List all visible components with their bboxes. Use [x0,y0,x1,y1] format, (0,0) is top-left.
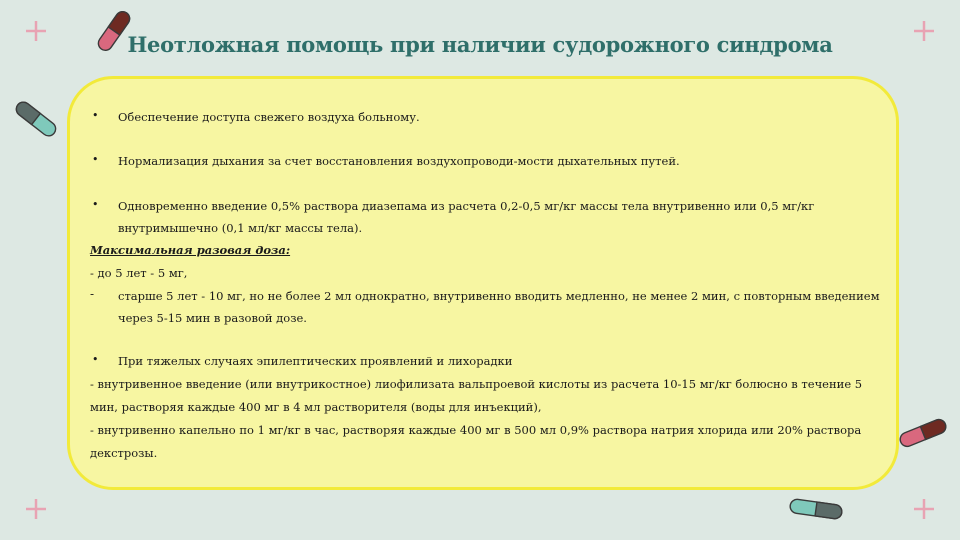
pill-icon [12,98,60,140]
valproate-line2: мин, растворяя каждые 400 мг в 4 мл растворителя (воды для инъекций), [90,400,542,414]
dose-header: Максимальная разовая доза: [90,243,291,257]
bullet-icon: • [92,198,99,211]
bullet-icon: • [92,109,99,122]
list-item-diazepam-line2: внутримышечно (0,1 мл/кг массы тела). [118,221,363,235]
list-item-fresh-air: Обеспечение доступа свежего воздуха больному. [118,110,420,124]
list-item-severe-cases: При тяжелых случаях эпилептических проявлений и лихорадки [118,354,513,368]
infusion-line2: декстрозы. [90,446,158,460]
bullet-icon: • [92,353,99,366]
dose-over-5-line1: старше 5 лет - 10 мг, но не более 2 мл однократно, внутривенно вводить медленно, не менее 2 мин, с повторным введением [118,289,880,303]
dose-over-5-line2: через 5-15 мин в разовой дозе. [118,311,307,325]
plus-icon [24,497,48,521]
dash-bullet-icon: - [90,287,95,301]
dose-under-5: - до 5 лет - 5 мг, [90,266,188,280]
pill-icon [898,413,948,453]
bullet-icon: • [92,153,99,166]
valproate-line1: - внутривенное введение (или внутрикостное) лиофилизата вальпроевой кислоты из расчета 10-15 мг/кг болюсно в течение 5 [90,377,863,391]
list-item-diazepam-line1: Одновременно введение 0,5% раствора диазепама из расчета 0,2-0,5 мг/кг массы тела внутривенно или 0,5 мг/кг [118,199,815,213]
infusion-line1: - внутривенно капельно по 1 мг/кг в час, растворяя каждые 400 мг в 500 мл 0,9% раствора натрия хлорида или 20% раствора [90,423,862,437]
list-item-breathing: Нормализация дыхания за счет восстановления воздухопроводи-мости дыхательных путей. [118,154,680,168]
pill-icon [788,495,844,523]
plus-icon [912,497,936,521]
page-title: Неотложная помощь при наличии судорожного синдрома [127,32,833,57]
